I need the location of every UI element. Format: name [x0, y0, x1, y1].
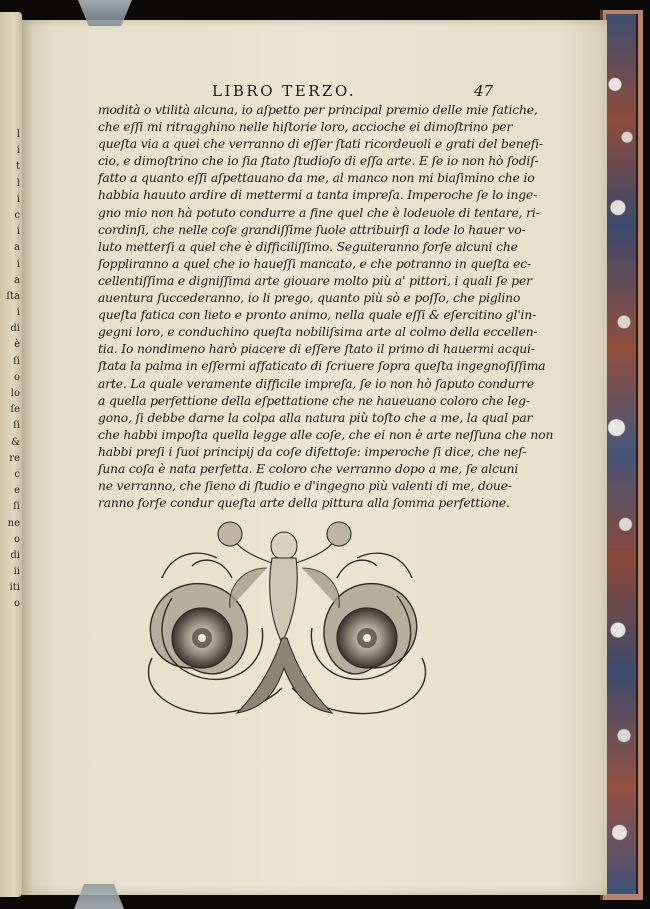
text-line: a quella perfettione della eſpettatione che ne haueuano coloro che leg- — [98, 393, 530, 408]
text-line: cellentiſſima e digniſſima arte giouare molto più a' pittori, i quali ſe per — [98, 273, 532, 288]
margin-fragment: o — [13, 371, 20, 383]
margin-fragment: a — [14, 242, 20, 254]
text-line: ſuna coſa è nata perfetta. E coloro che verranno dopo a me, ſe alcuni — [98, 461, 519, 476]
margin-fragment: lo — [10, 388, 20, 399]
text-line: ſoppliranno a quel che io haueſſi mancato, e che potranno in queſta ec- — [98, 256, 531, 271]
text-line: cordinſi, che nelle coſe grandiſſime ſuole attribuirſi a lode lo hauer vo- — [98, 222, 526, 237]
book-page — [22, 20, 607, 895]
margin-fragment: i — [16, 258, 20, 270]
text-line: habbi preſi i ſuoi principij da coſe difettoſe: imperoche ſi dice, che neſ- — [98, 444, 527, 459]
margin-fragment: e — [14, 485, 20, 497]
text-line: ſtata la palma in eſſermi affaticato di ſcriuere ſopra queſta ingegnoſiſſima — [98, 359, 546, 374]
text-line: ranno forſe condur queſta arte della pittura alla ſomma perfettione. — [98, 496, 510, 511]
marbled-endpaper — [606, 14, 638, 894]
margin-fragment: i — [16, 307, 20, 319]
text-line: fatto a quanto eſſi aſpettauano da me, al manco non mi biaſimino che io — [98, 171, 535, 186]
facing-page-edge — [0, 12, 22, 897]
margin-fragment: ſi — [13, 355, 20, 367]
margin-fragment: di — [10, 323, 20, 335]
margin-fragment: di — [10, 549, 20, 561]
facing-page-margin-text — [0, 127, 20, 613]
margin-fragment: c — [14, 468, 20, 480]
text-line: gegni loro, e conduchino queſta nobiliſsima arte al colmo della eccellen- — [98, 325, 538, 340]
text-line: gono, ſi debbe darne la colpa alla natura più toſto che a me, la qual par — [98, 410, 533, 425]
text-line: tia. Io nondimeno harò piacere di eſſere ſtato il primo di hauermi acqui- — [98, 342, 535, 357]
margin-fragment: ſe — [10, 404, 20, 416]
text-line: cio, e dimoſtrino che io ſia ſtato ſtudioſo di eſſa arte. E ſe io non hò ſodiſ- — [98, 154, 539, 169]
margin-fragment: l — [16, 129, 20, 140]
body-text — [98, 102, 554, 512]
margin-fragment: ſi — [13, 420, 20, 432]
margin-fragment: ne — [7, 517, 20, 529]
page-number: 47 — [474, 82, 494, 100]
margin-fragment: l — [16, 177, 20, 189]
text-line: gno mio non hà potuto condurre a fine quel che è lodeuole di tentare, ri- — [98, 205, 540, 220]
text-line: auentura ſuccederanno, io li prego, quanto più sò e poſſo, che piglino — [98, 291, 521, 306]
margin-fragment: o — [13, 533, 20, 545]
text-line: ne verranno, che ſieno di ſtudio e d'ingegno più valenti di me, doue- — [98, 479, 512, 494]
putto-scroll-ornament — [132, 518, 442, 723]
running-head: LIBRO TERZO. — [212, 82, 357, 100]
text-line: che eſſi mi ritragghino nelle hiſtorie loro, accioche ei dimoſtrino per — [98, 120, 513, 135]
margin-fragment: t — [15, 161, 20, 173]
text-line: luto metterſi a quel che è difficiliſſimo. Seguiteranno forſe alcuni che — [98, 239, 518, 254]
text-line: queſta fatica con lieto e pronto animo, nella quale eſſi & eſercitino gl'in- — [98, 308, 537, 323]
margin-fragment: i — [16, 226, 20, 238]
text-line: queſta via a quei che verranno di eſſer ſtati ricordeuoli e grati del benefi- — [98, 137, 543, 152]
margin-fragment: ſi — [13, 501, 20, 513]
margin-fragment: & — [11, 436, 20, 448]
margin-fragment: ſta — [6, 290, 20, 302]
margin-fragment: re — [9, 452, 20, 464]
margin-fragment: ii — [13, 566, 20, 578]
margin-fragment: è — [14, 339, 20, 351]
text-line: che habbi impoſta quella legge alle coſe, che ei non è arte neſſuna che non — [98, 427, 554, 442]
margin-fragment: i — [16, 145, 20, 157]
margin-fragment: c — [14, 209, 20, 221]
margin-fragment: a — [14, 274, 20, 286]
text-line: modità o vtilità alcuna, io aſpetto per principal premio delle mie fatiche, — [98, 103, 538, 117]
text-line: habbia hauuto ardire di mettermi a tanta impreſa. Imperoche ſe lo inge- — [98, 188, 538, 203]
margin-fragment: iti — [9, 582, 20, 594]
text-line: arte. La quale veramente difficile impreſa, ſe io non hò ſaputo condurre — [98, 376, 534, 391]
margin-fragment: i — [16, 193, 20, 205]
margin-fragment: o — [13, 598, 20, 610]
